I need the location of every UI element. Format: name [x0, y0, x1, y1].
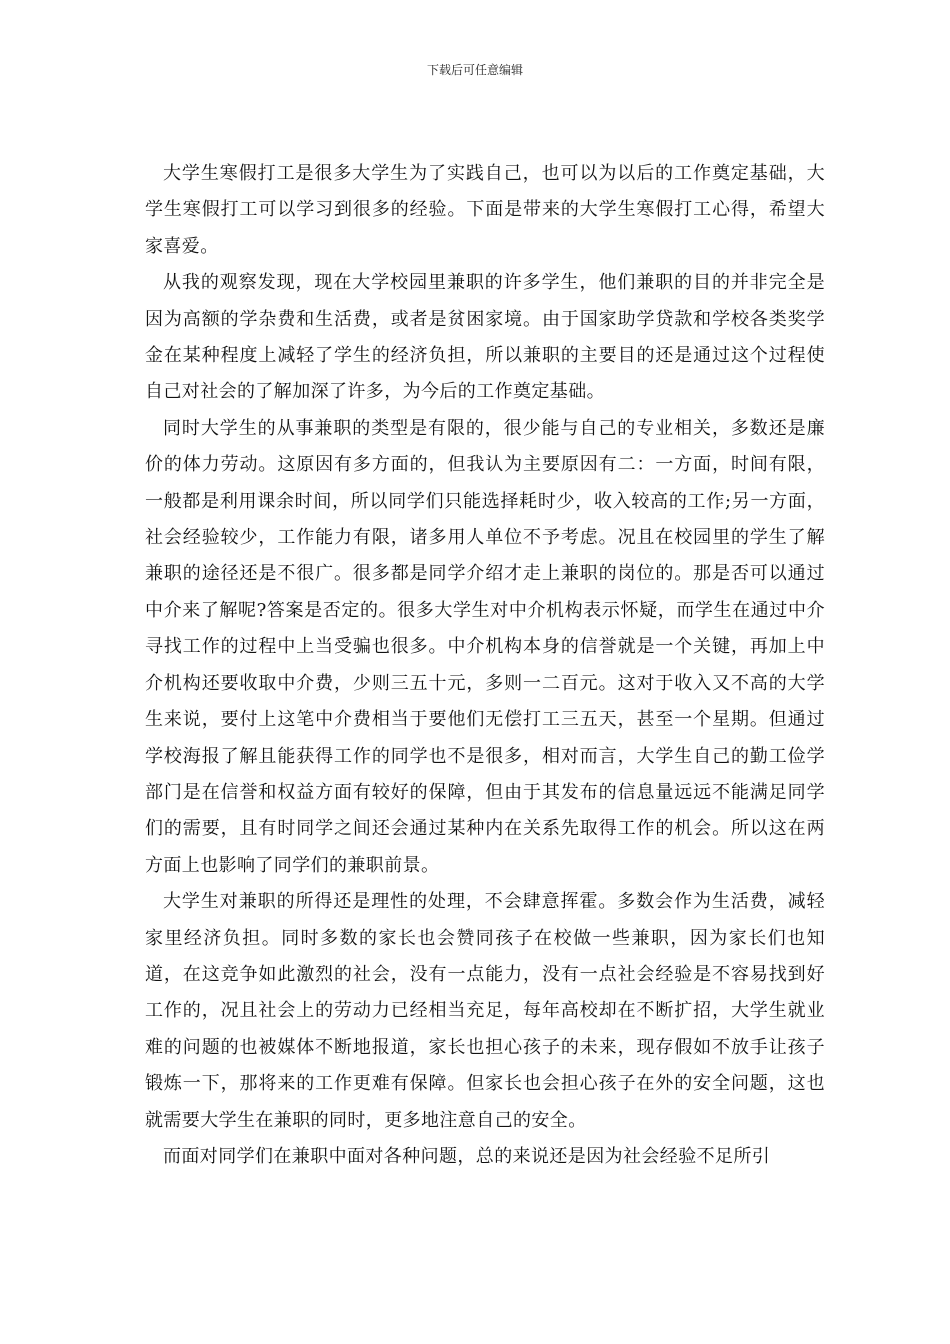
paragraph-earnings: 大学生对兼职的所得还是理性的处理，不会肆意挥霍。多数会作为生活费，减轻家里经济负担。同时多数的家长也会赞同孩子在校做一些兼职，因为家长们也知道，在这竞争如此激烈的社会，没有一点能力，没有一点社会经验是不容易找到好工作的，况且社会上的劳动力已经相当充足，每年高校却在不断扩招，大学生就业难的问题的也被媒体不断地报道，家长也担心孩子的未来，现存假如不放手让孩子锻炼一下，那将来的工作更难有保障。但家长也会担心孩子在外的安全问题，这也就需要大学生在兼职的同时，更多地注意自己的安全。 [145, 891, 825, 1131]
paragraph-observation: 从我的观察发现，现在大学校园里兼职的许多学生，他们兼职的目的并非完全是因为高额的学杂费和生活费，或者是贫困家境。由于国家助学贷款和学校各类奖学金在某种程度上减轻了学生的经济负担，所以兼职的主要目的还是通过这个过程使自己对社会的了解加深了许多，为今后的工作奠定基础。 [145, 272, 825, 403]
paragraph-job-types: 同时大学生的从事兼职的类型是有限的，很少能与自己的专业相关，多数还是廉价的体力劳动。这原因有多方面的，但我认为主要原因有二：一方面，时间有限，一般都是利用课余时间，所以同学们只能选择耗时少，收入较高的工作;另一方面，社会经验较少，工作能力有限，诸多用人单位不予考虑。况且在校园里的学生了解兼职的途径还是不很广。很多都是同学介绍才走上兼职的岗位的。那是否可以通过中介来了解呢?答案是否定的。很多大学生对中介机构表示怀疑，而学生在通过中介寻找工作的过程中上当受骗也很多。中介机构本身的信誉就是一个关键，再加上中介机构还要收取中介费，少则三五十元，多则一二百元。这对于收入又不高的大学生来说，要付上这笔中介费相当于要他们无偿打工三五天，甚至一个星期。但通过学校海报了解且能获得工作的同学也不是很多，相对而言，大学生自己的勤工俭学部门是在信誉和权益方面有较好的保障，但由于其发布的信息量远远不能满足同学们的需要，且有时同学之间还会通过某种内在关系先取得工作的机会。所以这在两方面上也影响了同学们的兼职前景。 [145, 417, 825, 876]
paragraph-problems: 而面对同学们在兼职中面对各种问题，总的来说还是因为社会经验不足所引 [163, 1145, 771, 1167]
page-header: 下载后可任意编辑 [426, 63, 523, 77]
document-body [145, 156, 825, 1175]
paragraph-intro: 大学生寒假打工是很多大学生为了实践自己，也可以为以后的工作奠定基础，大学生寒假打工可以学习到很多的经验。下面是带来的大学生寒假打工心得，希望大家喜爱。 [145, 163, 825, 257]
